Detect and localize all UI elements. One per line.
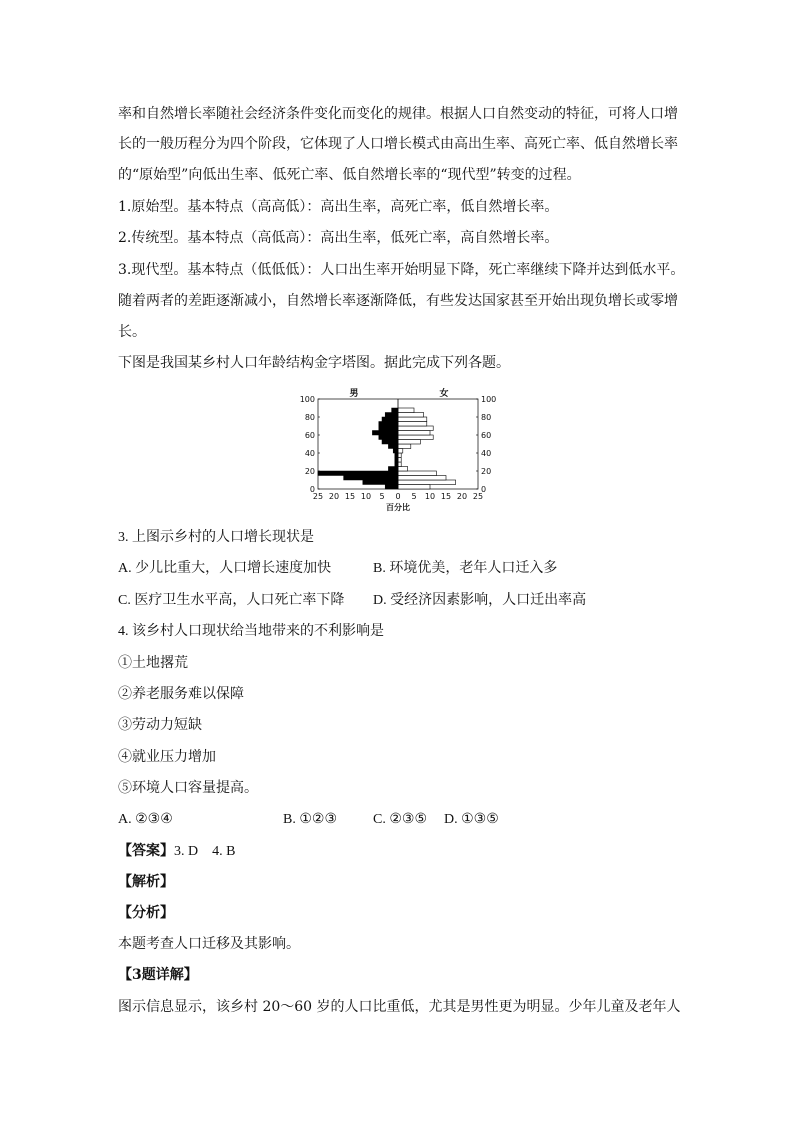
x-tick-label-right: 10	[424, 492, 436, 501]
male-bar	[385, 413, 398, 418]
q4-item: ②养老服务难以保障	[118, 686, 244, 702]
chart-left-label: 男	[349, 389, 359, 399]
male-bar	[344, 476, 398, 481]
male-bar	[395, 453, 398, 458]
male-bar	[385, 485, 398, 490]
y-tick-label-right: 20	[481, 467, 492, 476]
female-bar	[398, 408, 414, 413]
x-tick-label-right: 20	[456, 492, 468, 501]
q3-option-b: B. 环境优美，老年人口迁入多	[373, 561, 558, 576]
answer-text: 3. D 4. B	[174, 844, 236, 859]
q3-option-d: D. 受经济因素影响，人口迁出率高	[373, 593, 587, 608]
female-bar	[398, 444, 411, 449]
female-bar	[398, 431, 430, 436]
q4-option-d: D. ①③⑤	[444, 812, 499, 827]
y-tick-label-right: 40	[481, 449, 492, 458]
intro-line: 率和自然增长率随社会经济条件变化而变化的规律。根据人口自然变动的特征，可将人口增	[118, 106, 678, 122]
intro-line: 长的一般历程分为四个阶段，它体现了人口增长模式由高出生率、高死亡率、低自然增长率	[118, 136, 678, 152]
x-tick-label-left: 25	[312, 492, 324, 501]
male-bar	[379, 435, 398, 440]
female-bar	[398, 480, 456, 485]
q4-item: ④就业压力增加	[118, 749, 216, 765]
female-bar	[398, 435, 433, 440]
y-tick-label-right: 100	[481, 395, 497, 404]
female-bar	[398, 476, 446, 481]
q4-item: ⑤环境人口容量提高。	[118, 780, 258, 796]
intro-line: 1.原始型。基本特点（高高低）：高出生率，高死亡率，低自然增长率。	[118, 199, 559, 215]
x-tick-label-right: 5	[411, 492, 417, 501]
q3-stem: 3. 上图示乡村的人口增长现状是	[118, 530, 314, 545]
fenxi-heading: 【分析】	[118, 905, 174, 921]
y-tick-label-left: 40	[304, 449, 315, 458]
female-bar	[398, 471, 436, 476]
male-bar	[379, 422, 398, 427]
analysis-heading: 【解析】	[118, 874, 174, 890]
male-bar	[388, 444, 398, 449]
male-bar	[382, 440, 398, 445]
q3-option-c: C. 医疗卫生水平高，人口死亡率下降	[118, 593, 345, 608]
female-bar	[398, 426, 433, 431]
fenxi-text: 本题考查人口迁移及其影响。	[118, 936, 300, 952]
y-tick-label-right: 60	[481, 431, 492, 440]
y-tick-label-right: 0	[481, 485, 487, 494]
q4-option-c: C. ②③⑤	[373, 812, 427, 827]
x-tick-label-right: 25	[472, 492, 484, 501]
male-bar	[393, 449, 398, 454]
male-bar	[388, 467, 398, 472]
answer-label: 【答案】	[118, 843, 174, 859]
female-bar	[398, 422, 427, 427]
male-bar	[379, 426, 398, 431]
x-tick-label-left: 15	[344, 492, 356, 501]
female-bar	[398, 449, 403, 454]
intro-line: 下图是我国某乡村人口年龄结构金字塔图。据此完成下列各题。	[118, 355, 510, 371]
answer-block	[118, 841, 235, 862]
male-bar	[395, 462, 398, 467]
male-bar	[372, 431, 398, 436]
q4-item: ①土地撂荒	[118, 655, 188, 671]
y-tick-label-left: 60	[304, 431, 315, 440]
q4-item: ③劳动力短缺	[118, 717, 202, 733]
female-bar	[398, 440, 420, 445]
y-tick-label-left: 0	[309, 485, 315, 494]
q4-option-b: B. ①②③	[283, 812, 337, 827]
female-bar	[398, 485, 430, 490]
x-tick-label-left: 20	[328, 492, 340, 501]
female-bar	[398, 413, 424, 418]
x-tick-label-right: 15	[440, 492, 452, 501]
intro-line: 随着两者的差距逐渐减小，自然增长率逐渐降低，有些发达国家甚至开始出现负增长或零增	[118, 293, 678, 309]
y-tick-label-left: 20	[304, 467, 315, 476]
population-pyramid-chart	[284, 385, 497, 513]
q4-option-a: A. ②③④	[118, 812, 173, 827]
female-bar	[398, 467, 408, 472]
male-bar	[392, 408, 398, 413]
q3-detail-text: 图示信息显示，该乡村 20～60 岁的人口比重低，尤其是男性更为明显。少年儿童及老年人	[118, 999, 681, 1015]
y-tick-label-right: 80	[481, 413, 492, 422]
intro-line: 3.现代型。基本特点（低低低）：人口出生率开始明显下降，死亡率继续下降并达到低水平。	[118, 262, 685, 278]
intro-line: 长。	[118, 324, 146, 340]
y-tick-label-left: 80	[304, 413, 315, 422]
female-bar	[398, 462, 401, 467]
intro-line: 2.传统型。基本特点（高低高）：高出生率，低死亡率，高自然增长率。	[118, 230, 559, 246]
male-bar	[382, 417, 398, 422]
q3-option-a: A. 少儿比重大，人口增长速度加快	[118, 561, 332, 576]
female-bar	[398, 458, 401, 463]
female-bar	[398, 417, 427, 422]
x-tick-label-left: 0	[395, 492, 401, 501]
male-bar	[395, 458, 398, 463]
male-bar	[318, 471, 398, 476]
y-tick-label-left: 100	[299, 395, 315, 404]
x-tick-label-left: 10	[360, 492, 372, 501]
female-bar	[398, 453, 401, 458]
q3-detail-heading: 【3题详解】	[118, 967, 198, 983]
chart-x-axis-label: 百分比	[386, 503, 410, 512]
chart-right-label: 女	[439, 389, 449, 399]
q4-stem: 4. 该乡村人口现状给当地带来的不利影响是	[118, 624, 384, 639]
male-bar	[363, 480, 398, 485]
x-tick-label-left: 5	[379, 492, 385, 501]
intro-line: 的“原始型”向低出生率、低死亡率、低自然增长率的“现代型”转变的过程。	[118, 167, 581, 183]
